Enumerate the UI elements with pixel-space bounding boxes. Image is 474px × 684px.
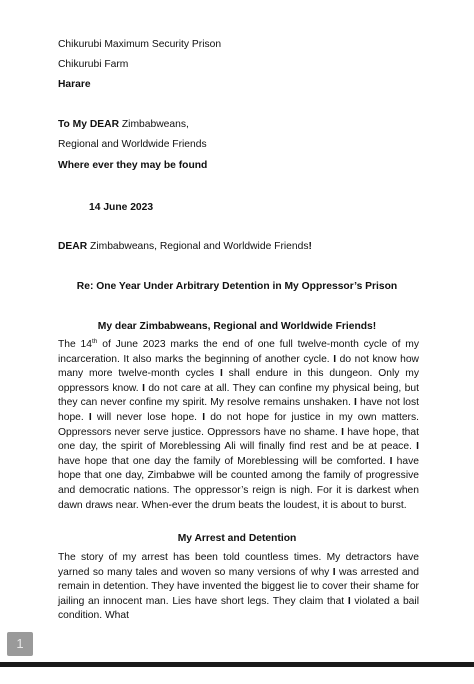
text-run: was arrested and remain in detention. They have invented the biggest lie to cover their shame for jailing an innocent man. Lies have short legs. They claim that [58,566,419,607]
bottom-divider [0,662,474,667]
address-line-city: Harare [58,79,91,90]
address-line-farm: Chikurubi Farm [58,59,129,70]
text-run: of June 2023 marks the end of one full twelve-month cycle of my incarceration. It also marks the beginning of another cycle. [58,339,419,365]
recipient-line-2: Regional and Worldwide Friends [58,139,207,150]
bold-i: I [353,397,357,409]
text-run: do not hope for justice in my own matters. Oppressors never serve justice. Oppressors have no shame. [58,411,419,438]
paragraph-one-year [58,338,419,513]
bold-i: I [142,382,145,394]
bold-i: I [219,368,223,380]
recipient-line-3: Where ever they may be found [58,160,208,171]
text-run: violated a bail condition. What [58,595,419,622]
text-run: have not lost hope. [58,397,419,423]
salutation-text: Zimbabweans, Regional and Worldwide Friends [87,241,309,252]
paragraph-arrest [58,551,419,624]
recipient-dear: To My DEAR [58,119,120,130]
text-run: shall endure in this dungeon. Only my oppressors know. [58,368,419,394]
address-line-prison: Chikurubi Maximum Security Prison [58,39,222,50]
text-run: The 14 [58,339,92,350]
text-run: have hope that one day, Zimbabwe will be counted among the family of progressive and democratic nations. The oppressor’s reign is nigh. For it is darkest when dawn draws near. When-ever the drum beats the loudest, it is about to burst. [58,455,419,511]
bold-i: I [333,353,337,365]
salutation-exclaim: ! [308,241,312,252]
recipient-zimbabweans: Zimbabweans, [119,119,189,130]
recipient-line-1 [58,118,189,131]
bold-i: I [416,441,419,453]
subject-line: Re: One Year Under Arbitrary Detention in My Oppressor’s Prison [76,281,398,292]
text-run: will never lose hope. [91,411,203,423]
section-heading-arrest: My Arrest and Detention [177,533,297,544]
salutation [58,240,312,253]
text-run: have hope that one day the family of Moreblessing will be comforted. [58,455,390,467]
letter-date: 14 June 2023 [89,202,154,213]
salutation-dear: DEAR [58,241,88,252]
superscript-th: th [92,338,98,345]
text-run: The story of my arrest has been told countless times. My detractors have yarned so many tales and woven so many versions of why [58,552,419,578]
bold-i: I [332,566,336,578]
greeting-heading: My dear Zimbabweans, Regional and Worldwide Friends! [97,321,377,332]
text-run: do not care at all. They can confine my physical being, but they can never confine my spirit. My resolve remains unshaken. [58,382,419,409]
bold-i: I [341,426,344,438]
bold-i: I [347,595,351,607]
bold-i: I [389,455,393,467]
page-number-badge[interactable]: 1 [7,632,33,656]
bold-i: I [88,411,92,423]
text-run: have hope, that one day, the spirit of Moreblessing Ali will finally find rest and be at peace. [58,426,419,453]
text-run: do not know how many more twelve-month cycles [58,353,419,380]
bold-i: I [202,411,206,423]
